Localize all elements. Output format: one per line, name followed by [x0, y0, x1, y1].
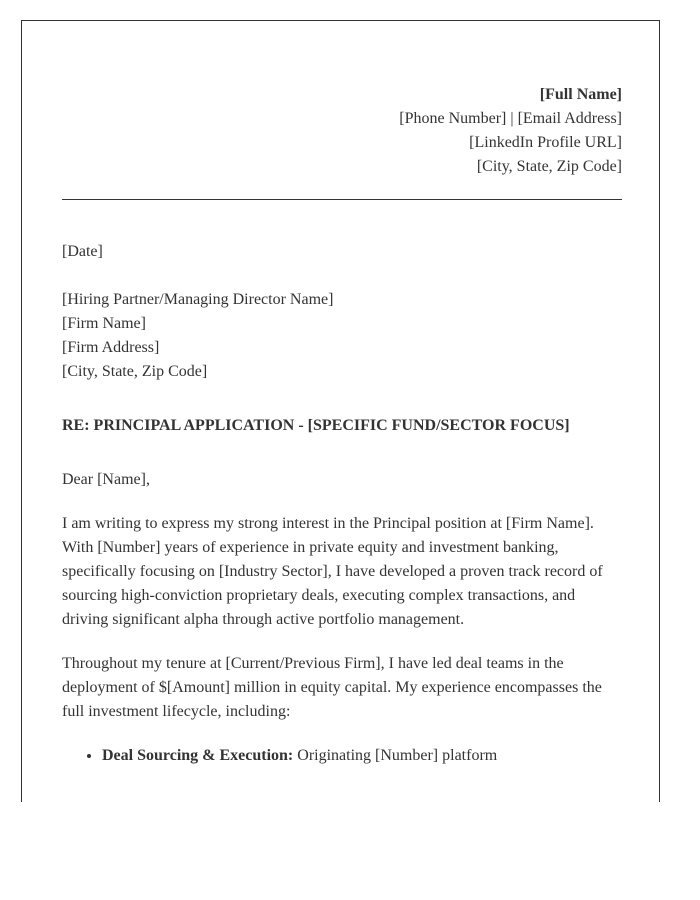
body-paragraph-1: I am writing to express my strong interest in the Principal position at [Firm Name]. With [Number] years of experience in private equity and investment banking, specifically focusing on [Industry Sector], I have developed a proven track record of sourcing high-conviction proprietary deals, executing complex transactions, and driving significant alpha through active portfolio management. [62, 515, 603, 628]
list-item-text: Originating [Number] platform [293, 747, 498, 764]
body-paragraph-2: Throughout my tenure at [Current/Previous Firm], I have led deal teams in the deployment of $[Amount] million in equity capital. My experience encompasses the full investment lifecycle, including: [62, 655, 602, 720]
salutation: Dear [Name], [62, 471, 150, 488]
sender-name: [Full Name] [539, 86, 622, 103]
subject-line: RE: PRINCIPAL APPLICATION - [SPECIFIC FUND/SECTOR FOCUS] [62, 417, 570, 434]
recipient-location: [City, State, Zip Code] [62, 363, 208, 380]
sender-location: [City, State, Zip Code] [476, 158, 622, 175]
recipient-firm: [Firm Name] [62, 315, 146, 332]
sender-header [62, 83, 622, 179]
sender-contact: [Phone Number] | [Email Address] [399, 110, 622, 127]
recipient-block [62, 288, 622, 384]
recipient-address: [Firm Address] [62, 339, 160, 356]
recipient-name: [Hiring Partner/Managing Director Name] [62, 291, 334, 308]
letter-page [21, 20, 660, 802]
list-item [102, 744, 622, 768]
letter-date: [Date] [62, 243, 103, 260]
experience-list [62, 744, 622, 768]
list-item-title: Deal Sourcing & Execution: [102, 747, 294, 764]
sender-linkedin: [LinkedIn Profile URL] [469, 134, 622, 151]
header-divider [62, 199, 622, 200]
letter-content [62, 83, 622, 768]
